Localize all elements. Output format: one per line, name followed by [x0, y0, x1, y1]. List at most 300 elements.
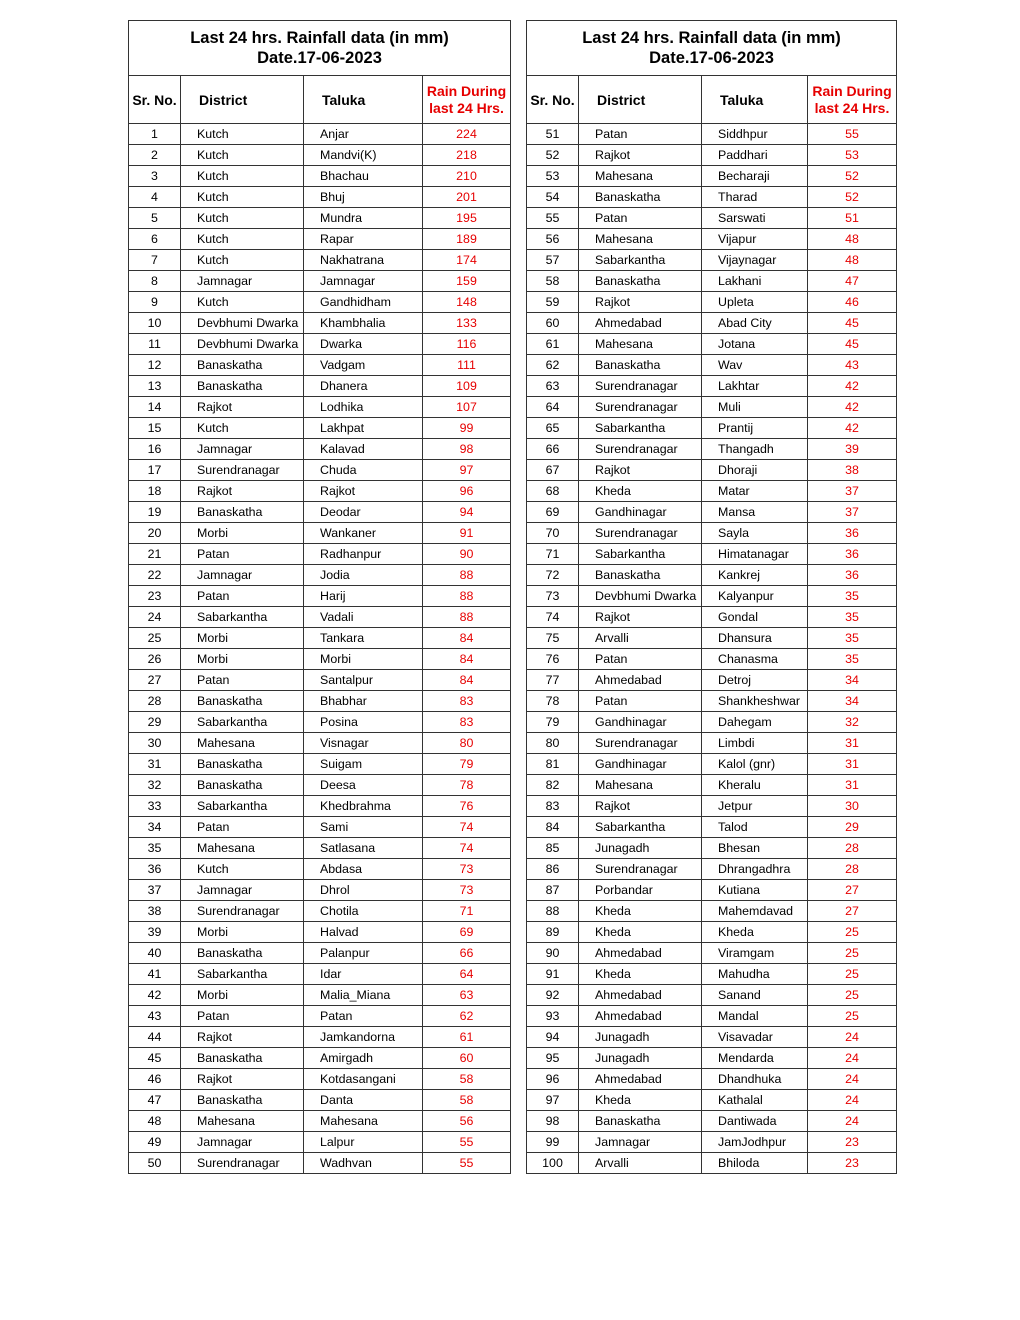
- sr-no-cell: 89: [527, 922, 579, 943]
- table-row: [527, 544, 897, 565]
- sr-no-cell: 94: [527, 1027, 579, 1048]
- taluka-cell: Lakhani: [702, 271, 808, 292]
- sr-no-cell: 95: [527, 1048, 579, 1069]
- rainfall-value-cell: 55: [808, 124, 897, 145]
- table-row: [129, 229, 511, 250]
- sr-no-cell: 41: [129, 964, 181, 985]
- table-row: [527, 565, 897, 586]
- title-line-1: Last 24 hrs. Rainfall data (in mm): [190, 29, 449, 47]
- rainfall-value-cell: 69: [423, 922, 511, 943]
- sr-no-cell: 39: [129, 922, 181, 943]
- taluka-cell: Santalpur: [304, 670, 423, 691]
- rainfall-value-cell: 73: [423, 859, 511, 880]
- rainfall-value-cell: 88: [423, 565, 511, 586]
- rainfall-value-cell: 45: [808, 313, 897, 334]
- district-cell: Arvalli: [579, 1153, 702, 1174]
- district-cell: Gandhinagar: [579, 754, 702, 775]
- taluka-cell: Viramgam: [702, 943, 808, 964]
- table-row: [527, 754, 897, 775]
- district-cell: Rajkot: [579, 796, 702, 817]
- table-row: [527, 334, 897, 355]
- taluka-cell: Jetpur: [702, 796, 808, 817]
- rainfall-value-cell: 133: [423, 313, 511, 334]
- district-cell: Surendranagar: [579, 439, 702, 460]
- sr-no-cell: 99: [527, 1132, 579, 1153]
- district-cell: Sabarkantha: [579, 250, 702, 271]
- district-cell: Patan: [181, 1006, 304, 1027]
- table-row: [527, 124, 897, 145]
- sr-no-cell: 55: [527, 208, 579, 229]
- sr-no-cell: 37: [129, 880, 181, 901]
- rainfall-value-cell: 36: [808, 523, 897, 544]
- district-cell: Patan: [181, 586, 304, 607]
- rainfall-value-cell: 174: [423, 250, 511, 271]
- table-row: [129, 523, 511, 544]
- header-sr-no: Sr. No.: [527, 76, 579, 124]
- taluka-cell: Radhanpur: [304, 544, 423, 565]
- taluka-cell: Gondal: [702, 607, 808, 628]
- taluka-cell: Mundra: [304, 208, 423, 229]
- rainfall-value-cell: 48: [808, 250, 897, 271]
- district-cell: Arvalli: [579, 628, 702, 649]
- taluka-cell: Suigam: [304, 754, 423, 775]
- sr-no-cell: 87: [527, 880, 579, 901]
- table-row: [129, 1111, 511, 1132]
- table-row: [527, 460, 897, 481]
- sr-no-cell: 32: [129, 775, 181, 796]
- sr-no-cell: 71: [527, 544, 579, 565]
- sr-no-cell: 23: [129, 586, 181, 607]
- taluka-cell: Anjar: [304, 124, 423, 145]
- header-taluka: Taluka: [304, 76, 423, 124]
- table-row: [527, 922, 897, 943]
- sr-no-cell: 29: [129, 712, 181, 733]
- sr-no-cell: 79: [527, 712, 579, 733]
- rainfall-value-cell: 210: [423, 166, 511, 187]
- district-cell: Patan: [579, 649, 702, 670]
- rainfall-value-cell: 31: [808, 733, 897, 754]
- district-cell: Jamnagar: [181, 271, 304, 292]
- rainfall-value-cell: 97: [423, 460, 511, 481]
- header-rain: [423, 76, 511, 124]
- district-cell: Patan: [181, 544, 304, 565]
- table-row: [527, 187, 897, 208]
- sr-no-cell: 75: [527, 628, 579, 649]
- rainfall-value-cell: 51: [808, 208, 897, 229]
- rainfall-value-cell: 52: [808, 166, 897, 187]
- district-cell: Patan: [579, 691, 702, 712]
- taluka-cell: Dhrol: [304, 880, 423, 901]
- taluka-cell: Abad City: [702, 313, 808, 334]
- district-cell: Junagadh: [579, 1027, 702, 1048]
- district-cell: Sabarkantha: [579, 544, 702, 565]
- district-cell: Kheda: [579, 964, 702, 985]
- district-cell: Jamnagar: [181, 880, 304, 901]
- district-cell: Kutch: [181, 124, 304, 145]
- rainfall-value-cell: 107: [423, 397, 511, 418]
- taluka-cell: Detroj: [702, 670, 808, 691]
- table-row: [129, 1153, 511, 1174]
- taluka-cell: Dwarka: [304, 334, 423, 355]
- sr-no-cell: 56: [527, 229, 579, 250]
- taluka-cell: Lodhika: [304, 397, 423, 418]
- sr-no-cell: 42: [129, 985, 181, 1006]
- district-cell: Kutch: [181, 187, 304, 208]
- taluka-cell: Bhiloda: [702, 1153, 808, 1174]
- rainfall-value-cell: 37: [808, 502, 897, 523]
- rainfall-value-cell: 42: [808, 397, 897, 418]
- sr-no-cell: 70: [527, 523, 579, 544]
- district-cell: Junagadh: [579, 1048, 702, 1069]
- district-cell: Mahesana: [579, 775, 702, 796]
- table-row: [129, 964, 511, 985]
- header-rain: [808, 76, 897, 124]
- table-row: [129, 250, 511, 271]
- rainfall-value-cell: 84: [423, 670, 511, 691]
- rainfall-value-cell: 31: [808, 754, 897, 775]
- table-row: [527, 523, 897, 544]
- rainfall-value-cell: 218: [423, 145, 511, 166]
- sr-no-cell: 68: [527, 481, 579, 502]
- table-row: [527, 355, 897, 376]
- taluka-cell: Posina: [304, 712, 423, 733]
- table-title: [129, 21, 511, 76]
- taluka-cell: Wankaner: [304, 523, 423, 544]
- table-row: [129, 481, 511, 502]
- table-row: [129, 733, 511, 754]
- rainfall-value-cell: 30: [808, 796, 897, 817]
- rainfall-value-cell: 35: [808, 628, 897, 649]
- sr-no-cell: 59: [527, 292, 579, 313]
- header-rain-line-1: Rain During: [426, 82, 507, 99]
- table-row: [527, 649, 897, 670]
- sr-no-cell: 64: [527, 397, 579, 418]
- table-row: [129, 208, 511, 229]
- taluka-cell: Kotdasangani: [304, 1069, 423, 1090]
- table-row: [129, 985, 511, 1006]
- sr-no-cell: 12: [129, 355, 181, 376]
- table-row: [527, 607, 897, 628]
- rainfall-value-cell: 84: [423, 628, 511, 649]
- rainfall-value-cell: 71: [423, 901, 511, 922]
- sr-no-cell: 5: [129, 208, 181, 229]
- district-cell: Mahesana: [579, 334, 702, 355]
- taluka-cell: Tharad: [702, 187, 808, 208]
- table-row: [129, 418, 511, 439]
- sr-no-cell: 34: [129, 817, 181, 838]
- sr-no-cell: 85: [527, 838, 579, 859]
- sr-no-cell: 90: [527, 943, 579, 964]
- sr-no-cell: 3: [129, 166, 181, 187]
- table-body-left: [129, 124, 511, 1174]
- district-cell: Sabarkantha: [579, 817, 702, 838]
- rainfall-value-cell: 55: [423, 1132, 511, 1153]
- rainfall-value-cell: 159: [423, 271, 511, 292]
- district-cell: Ahmedabad: [579, 313, 702, 334]
- district-cell: Banaskatha: [181, 691, 304, 712]
- table-row: [129, 712, 511, 733]
- sr-no-cell: 76: [527, 649, 579, 670]
- table-row: [129, 691, 511, 712]
- sr-no-cell: 9: [129, 292, 181, 313]
- table-row: [527, 1027, 897, 1048]
- taluka-cell: Mandal: [702, 1006, 808, 1027]
- taluka-cell: Deodar: [304, 502, 423, 523]
- taluka-cell: Jamnagar: [304, 271, 423, 292]
- rainfall-value-cell: 64: [423, 964, 511, 985]
- district-cell: Rajkot: [579, 460, 702, 481]
- sr-no-cell: 25: [129, 628, 181, 649]
- sr-no-cell: 18: [129, 481, 181, 502]
- taluka-cell: Dhansura: [702, 628, 808, 649]
- table-row: [527, 1153, 897, 1174]
- table-row: [129, 565, 511, 586]
- rainfall-value-cell: 39: [808, 439, 897, 460]
- sr-no-cell: 52: [527, 145, 579, 166]
- table-row: [129, 124, 511, 145]
- rainfall-value-cell: 56: [423, 1111, 511, 1132]
- district-cell: Mahesana: [579, 166, 702, 187]
- district-cell: Gandhinagar: [579, 712, 702, 733]
- taluka-cell: Limbdi: [702, 733, 808, 754]
- district-cell: Banaskatha: [579, 271, 702, 292]
- table-row: [527, 838, 897, 859]
- table-row: [527, 775, 897, 796]
- taluka-cell: Visavadar: [702, 1027, 808, 1048]
- rainfall-table-left: [128, 20, 511, 1174]
- rainfall-value-cell: 224: [423, 124, 511, 145]
- taluka-cell: Rapar: [304, 229, 423, 250]
- taluka-cell: Kankrej: [702, 565, 808, 586]
- district-cell: Rajkot: [579, 607, 702, 628]
- district-cell: Kheda: [579, 922, 702, 943]
- sr-no-cell: 84: [527, 817, 579, 838]
- district-cell: Kheda: [579, 481, 702, 502]
- rainfall-value-cell: 83: [423, 712, 511, 733]
- district-cell: Rajkot: [579, 145, 702, 166]
- table-row: [527, 313, 897, 334]
- rainfall-value-cell: 111: [423, 355, 511, 376]
- sr-no-cell: 69: [527, 502, 579, 523]
- table-row: [129, 796, 511, 817]
- sr-no-cell: 17: [129, 460, 181, 481]
- title-date: Date.17-06-2023: [257, 49, 382, 67]
- sr-no-cell: 78: [527, 691, 579, 712]
- rainfall-value-cell: 24: [808, 1069, 897, 1090]
- table-row: [129, 271, 511, 292]
- taluka-cell: Kalavad: [304, 439, 423, 460]
- table-row: [527, 670, 897, 691]
- district-cell: Morbi: [181, 649, 304, 670]
- taluka-cell: Mahesana: [304, 1111, 423, 1132]
- district-cell: Jamnagar: [181, 565, 304, 586]
- table-row: [129, 187, 511, 208]
- taluka-cell: Khedbrahma: [304, 796, 423, 817]
- sr-no-cell: 66: [527, 439, 579, 460]
- table-row: [527, 208, 897, 229]
- district-cell: Junagadh: [579, 838, 702, 859]
- district-cell: Jamnagar: [181, 439, 304, 460]
- table-row: [527, 229, 897, 250]
- sr-no-cell: 96: [527, 1069, 579, 1090]
- district-cell: Sabarkantha: [579, 418, 702, 439]
- sr-no-cell: 11: [129, 334, 181, 355]
- rainfall-value-cell: 84: [423, 649, 511, 670]
- district-cell: Morbi: [181, 628, 304, 649]
- taluka-cell: Dhoraji: [702, 460, 808, 481]
- taluka-cell: Talod: [702, 817, 808, 838]
- district-cell: Surendranagar: [579, 523, 702, 544]
- sr-no-cell: 77: [527, 670, 579, 691]
- sr-no-cell: 30: [129, 733, 181, 754]
- taluka-cell: Vijapur: [702, 229, 808, 250]
- sr-no-cell: 91: [527, 964, 579, 985]
- sr-no-cell: 4: [129, 187, 181, 208]
- taluka-cell: Visnagar: [304, 733, 423, 754]
- table-row: [527, 712, 897, 733]
- taluka-cell: Himatanagar: [702, 544, 808, 565]
- sr-no-cell: 14: [129, 397, 181, 418]
- sr-no-cell: 2: [129, 145, 181, 166]
- rainfall-value-cell: 32: [808, 712, 897, 733]
- table-row: [129, 544, 511, 565]
- header-rain-line-2: last 24 Hrs.: [814, 99, 890, 116]
- district-cell: Banaskatha: [181, 502, 304, 523]
- taluka-cell: Dahegam: [702, 712, 808, 733]
- table-row: [527, 502, 897, 523]
- district-cell: Banaskatha: [579, 355, 702, 376]
- rainfall-value-cell: 79: [423, 754, 511, 775]
- district-cell: Kutch: [181, 250, 304, 271]
- table-row: [129, 376, 511, 397]
- table-row: [129, 1069, 511, 1090]
- taluka-cell: Prantij: [702, 418, 808, 439]
- district-cell: Sabarkantha: [181, 964, 304, 985]
- taluka-cell: Sami: [304, 817, 423, 838]
- district-cell: Banaskatha: [181, 943, 304, 964]
- rainfall-value-cell: 46: [808, 292, 897, 313]
- rainfall-value-cell: 148: [423, 292, 511, 313]
- table-row: [527, 733, 897, 754]
- rainfall-value-cell: 74: [423, 817, 511, 838]
- table-row: [129, 670, 511, 691]
- title-line-1: Last 24 hrs. Rainfall data (in mm): [582, 29, 841, 47]
- table-row: [129, 1132, 511, 1153]
- header-district: District: [579, 76, 702, 124]
- taluka-cell: Mansa: [702, 502, 808, 523]
- sr-no-cell: 60: [527, 313, 579, 334]
- title-date: Date.17-06-2023: [649, 49, 774, 67]
- rainfall-value-cell: 58: [423, 1069, 511, 1090]
- rainfall-value-cell: 45: [808, 334, 897, 355]
- rainfall-value-cell: 25: [808, 964, 897, 985]
- rainfall-value-cell: 60: [423, 1048, 511, 1069]
- sr-no-cell: 61: [527, 334, 579, 355]
- rainfall-value-cell: 90: [423, 544, 511, 565]
- sr-no-cell: 36: [129, 859, 181, 880]
- taluka-cell: Kalyanpur: [702, 586, 808, 607]
- table-row: [527, 292, 897, 313]
- taluka-cell: Malia_Miana: [304, 985, 423, 1006]
- rainfall-value-cell: 25: [808, 922, 897, 943]
- taluka-cell: Kheralu: [702, 775, 808, 796]
- district-cell: Jamnagar: [579, 1132, 702, 1153]
- rainfall-value-cell: 24: [808, 1111, 897, 1132]
- rainfall-value-cell: 201: [423, 187, 511, 208]
- taluka-cell: Sayla: [702, 523, 808, 544]
- taluka-cell: Nakhatrana: [304, 250, 423, 271]
- district-cell: Morbi: [181, 922, 304, 943]
- taluka-cell: Chuda: [304, 460, 423, 481]
- header-taluka: Taluka: [702, 76, 808, 124]
- district-cell: Banaskatha: [181, 754, 304, 775]
- rainfall-value-cell: 27: [808, 880, 897, 901]
- district-cell: Banaskatha: [579, 1111, 702, 1132]
- table-row: [129, 628, 511, 649]
- sr-no-cell: 21: [129, 544, 181, 565]
- rainfall-value-cell: 24: [808, 1027, 897, 1048]
- district-cell: Sabarkantha: [181, 607, 304, 628]
- district-cell: Rajkot: [181, 1069, 304, 1090]
- taluka-cell: Becharaji: [702, 166, 808, 187]
- rainfall-value-cell: 88: [423, 607, 511, 628]
- table-row: [129, 880, 511, 901]
- district-cell: Surendranagar: [181, 460, 304, 481]
- sr-no-cell: 49: [129, 1132, 181, 1153]
- district-cell: Kutch: [181, 208, 304, 229]
- district-cell: Rajkot: [579, 292, 702, 313]
- rainfall-value-cell: 116: [423, 334, 511, 355]
- district-cell: Gandhinagar: [579, 502, 702, 523]
- rainfall-value-cell: 96: [423, 481, 511, 502]
- district-cell: Mahesana: [579, 229, 702, 250]
- taluka-cell: Khambhalia: [304, 313, 423, 334]
- table-row: [129, 460, 511, 481]
- taluka-cell: Dantiwada: [702, 1111, 808, 1132]
- sr-no-cell: 27: [129, 670, 181, 691]
- taluka-cell: Kheda: [702, 922, 808, 943]
- district-cell: Banaskatha: [579, 187, 702, 208]
- taluka-cell: Harij: [304, 586, 423, 607]
- sr-no-cell: 93: [527, 1006, 579, 1027]
- district-cell: Kutch: [181, 145, 304, 166]
- rainfall-value-cell: 78: [423, 775, 511, 796]
- rainfall-value-cell: 28: [808, 838, 897, 859]
- table-row: [527, 964, 897, 985]
- sr-no-cell: 83: [527, 796, 579, 817]
- taluka-cell: Muli: [702, 397, 808, 418]
- rainfall-value-cell: 34: [808, 670, 897, 691]
- rainfall-value-cell: 195: [423, 208, 511, 229]
- sr-no-cell: 97: [527, 1090, 579, 1111]
- sr-no-cell: 63: [527, 376, 579, 397]
- rainfall-value-cell: 25: [808, 943, 897, 964]
- taluka-cell: Lakhtar: [702, 376, 808, 397]
- rainfall-value-cell: 25: [808, 1006, 897, 1027]
- rainfall-value-cell: 74: [423, 838, 511, 859]
- district-cell: Porbandar: [579, 880, 702, 901]
- district-cell: Devbhumi Dwarka: [579, 586, 702, 607]
- taluka-cell: Bhachau: [304, 166, 423, 187]
- taluka-cell: Paddhari: [702, 145, 808, 166]
- taluka-cell: Dhanera: [304, 376, 423, 397]
- taluka-cell: Mandvi(K): [304, 145, 423, 166]
- district-cell: Kutch: [181, 292, 304, 313]
- rainfall-value-cell: 35: [808, 649, 897, 670]
- sr-no-cell: 65: [527, 418, 579, 439]
- taluka-cell: Amirgadh: [304, 1048, 423, 1069]
- district-cell: Banaskatha: [181, 1048, 304, 1069]
